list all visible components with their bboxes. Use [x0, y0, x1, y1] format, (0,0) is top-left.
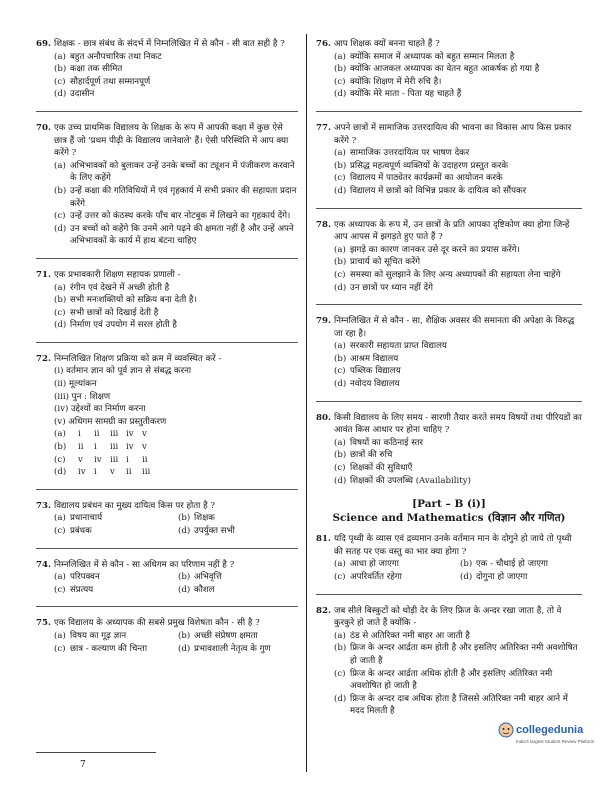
option-c[interactable] — [334, 365, 582, 378]
seq-item: v — [78, 454, 83, 465]
option-list — [334, 437, 582, 487]
question-separator — [316, 304, 582, 305]
option-a[interactable] — [54, 630, 174, 643]
statement-item: (v) अधिगम सामग्री का प्रस्तुतीकरण — [54, 416, 167, 427]
option-label: (c) — [334, 269, 346, 280]
option-b[interactable] — [334, 160, 582, 173]
option-d[interactable] — [334, 475, 582, 488]
option-text: फ्रिज के अन्दर दाब अधिक होता है जिससे अतिरिक्त नमी बाहर आने में मदद मिलती है — [350, 693, 568, 717]
question-73 — [36, 500, 298, 538]
seq-item: iv — [78, 467, 86, 478]
question-81 — [316, 533, 582, 583]
option-label: (a) — [334, 437, 346, 448]
option-b[interactable] — [178, 630, 298, 643]
option-text: उन छात्रों पर ध्यान नहीं देंगे — [350, 282, 433, 293]
option-list — [334, 244, 582, 294]
option-label: (c) — [334, 173, 346, 184]
option-label: (a) — [334, 148, 346, 159]
option-list — [54, 160, 298, 248]
option-c[interactable] — [334, 172, 582, 185]
option-text: रंगीन एवं देखने में अच्छी होती है — [70, 282, 170, 293]
option-d[interactable] — [178, 643, 298, 656]
option-c[interactable] — [54, 307, 298, 320]
question-75 — [36, 617, 298, 655]
question-text: एक प्रभावकारी शिक्षण सहायक प्रणाली - — [54, 269, 181, 280]
question-number: 70. — [36, 122, 51, 133]
seq-item: v — [110, 467, 115, 478]
page-number: 7 — [80, 760, 86, 770]
option-label[interactable]: (c) — [54, 454, 66, 465]
option-text: झगड़े का कारण जानकर उसे दूर करने का प्रयास करेंगे। — [350, 244, 520, 255]
option-d[interactable] — [334, 378, 582, 391]
question-separator — [36, 342, 298, 343]
question-74 — [36, 559, 298, 597]
option-label: (a) — [54, 282, 66, 293]
option-list — [54, 512, 298, 537]
statement-item: (ii) मूल्यांकन — [54, 379, 97, 390]
option-text: क्योंकि आजकल अध्यापक का वेतन बहुत आकर्षक हो गया है — [350, 64, 540, 75]
option-text: संप्रत्यय — [70, 584, 94, 595]
option-label: (c) — [54, 76, 66, 87]
question-separator — [36, 111, 298, 112]
section-header — [316, 497, 582, 525]
question-separator — [36, 548, 298, 549]
option-text: अभिवृत्ति — [194, 572, 222, 583]
section-title: Science and Mathematics (विज्ञान और गणित) — [332, 512, 566, 525]
option-label: (c) — [334, 572, 346, 582]
option-text: प्रभावशाली नेतृत्व के गुण — [194, 643, 271, 654]
option-label: (a) — [54, 160, 66, 171]
option-c[interactable] — [54, 76, 298, 89]
logo-mascot-icon — [498, 722, 514, 738]
question-text: एक विद्यालय के अध्यापक की सबसे प्रमुख विशेषता कौन - सी है ? — [54, 618, 260, 629]
question-79 — [316, 315, 582, 391]
statement-item: (iii) पुन : शिक्षण — [54, 391, 111, 402]
option-label: (b) — [54, 295, 67, 306]
option-text: एक - चौथाई हो जाएगा — [476, 559, 549, 570]
option-label: (b) — [178, 513, 191, 524]
option-list — [334, 51, 582, 101]
option-label: (d) — [178, 643, 191, 654]
question-text: निम्नलिखित में से कौन - सा, शैक्षिक अवसर की समानता की अपेक्षा के विरुद्ध जा रहा है। — [334, 316, 575, 339]
question-text: शिक्षक - छात्र संबंध के संदर्भ में निम्नलिखित में से कौन - सी बात सही है ? — [54, 39, 285, 49]
question-separator — [316, 208, 582, 209]
option-text: शिक्षकों की उपलब्धि (Availability) — [350, 475, 471, 486]
question-72 — [36, 353, 298, 479]
option-label: (c) — [54, 526, 66, 536]
option-a[interactable] — [334, 437, 582, 450]
seq-item: v — [142, 442, 147, 453]
option-label: (d) — [334, 89, 347, 100]
question-text: एक अध्यापक के रूप में, उन छात्रों के प्रति आपका दृष्टिकोण क्या होगा जिन्हें आप आपस में झगड़ते हुए पाते हैं ? — [334, 219, 570, 243]
option-d[interactable] — [334, 185, 582, 198]
collegedunia-logo — [496, 722, 596, 762]
option-label[interactable]: (a) — [54, 429, 66, 440]
question-text: विद्यालय प्रबंधन का मुख्य दायित्व किस पर होता है ? — [54, 500, 216, 511]
option-text: आधा हो जाएगा — [350, 559, 399, 570]
question-text: निम्नलिखित शिक्षण प्रक्रिया को क्रम में व्यवस्थित करें - — [54, 353, 222, 364]
logo-name: collegedunia — [516, 724, 584, 736]
option-text: समस्या को सुलझाने के लिए अन्य अध्यापकों की सहायता लेना चाहेंगे — [350, 269, 561, 280]
option-label: (d) — [54, 89, 67, 100]
option-b[interactable] — [334, 642, 582, 667]
option-label: (b) — [178, 630, 191, 641]
option-text: विद्यालय में छात्रों को विभिन्न प्रकार के दायित्व को सौंपकर — [350, 185, 527, 196]
option-label: (d) — [334, 185, 347, 196]
seq-item: i — [94, 467, 97, 478]
question-text: एक उच्च प्राथमिक विद्यालय के शिक्षक के रूप में आपकी कक्षा में कुछ ऐसे छात्र हैं जो 'प्रथम पीढ़ी के विद्यालय जानेवाले' हैं। ऐसी परिस्थिति में आप क्या करेंगे ? — [54, 122, 289, 159]
option-text: पब्लिक विद्यालय — [350, 366, 401, 377]
logo-tagline: India's largest Student Review Platform — [516, 739, 595, 744]
option-c[interactable] — [334, 668, 582, 693]
option-text: विद्यालय में पाठ्येतर कार्यक्रमों का आयोजन करके — [350, 173, 503, 184]
option-text: उन्हें कक्षा की गतिविधियों में एवं गृहकार्य में सभी प्रकार की सहायता प्रदान करेंगे — [70, 185, 297, 209]
option-a[interactable] — [334, 51, 582, 64]
option-text: सौहार्दपूर्ण तथा सम्मानपूर्ण — [70, 76, 151, 87]
option-text: क्योंकि शिक्षण में मेरी रुचि है। — [350, 76, 442, 87]
question-number: 69. — [36, 39, 51, 49]
option-c[interactable] — [334, 462, 582, 475]
option-text: उन बच्चों को कहेंगे कि उनमें आगे पढ़ने की क्षमता नहीं है और उन्हें अपने अभिभावकों के कार्य में हाथ बंटना चाहिए — [70, 223, 294, 247]
option-d[interactable] — [178, 584, 298, 597]
seq-item: ii — [142, 454, 148, 465]
option-label: (a) — [334, 559, 346, 570]
option-label: (c) — [54, 211, 66, 222]
option-label: (a) — [334, 630, 346, 641]
option-d[interactable] — [334, 282, 582, 295]
option-list — [334, 340, 582, 390]
option-label: (d) — [334, 475, 347, 486]
option-list — [54, 51, 298, 101]
option-label: (d) — [54, 320, 67, 331]
question-number: 71. — [36, 269, 51, 280]
option-a[interactable] — [54, 282, 298, 295]
option-list — [54, 282, 298, 332]
option-text: प्रबंधक — [70, 526, 92, 536]
option-text: आश्रम विद्यालय — [350, 353, 399, 364]
option-text: छात्र - कल्याण की चिन्ता — [70, 643, 148, 654]
option-label: (b) — [54, 185, 67, 196]
option-d[interactable] — [54, 223, 298, 248]
seq-item: i — [94, 442, 97, 453]
option-text: बहुत अनौपचारिक तथा निकट — [70, 51, 162, 62]
section-part: [Part – B (i)] — [412, 498, 486, 511]
option-a[interactable] — [334, 147, 582, 160]
option-text: निर्माण एवं उपयोग में सरल होती है — [70, 320, 177, 331]
question-number: 73. — [36, 500, 51, 511]
option-a[interactable] — [334, 340, 582, 353]
option-text: कक्षा तक सीमित — [70, 64, 123, 75]
option-list — [54, 630, 298, 655]
option-label: (a) — [54, 513, 66, 524]
right-column — [316, 38, 582, 728]
question-separator — [36, 489, 298, 490]
option-label: (a) — [54, 572, 66, 583]
option-c[interactable] — [54, 525, 174, 538]
question-number: 75. — [36, 618, 51, 629]
option-label: (b) — [334, 643, 347, 654]
option-text: दोगुना हो जाएगा — [476, 572, 528, 582]
question-76 — [316, 38, 582, 101]
option-label: (d) — [334, 693, 347, 704]
question-text: निम्नलिखित में से कौन - सा अधिगम का परिणाम नहीं है ? — [54, 559, 235, 570]
question-separator — [316, 111, 582, 112]
question-69 — [36, 38, 298, 101]
option-a[interactable] — [334, 630, 582, 643]
option-c[interactable] — [334, 571, 456, 584]
option-label: (a) — [334, 244, 346, 255]
question-number: 72. — [36, 353, 51, 364]
option-text: शिक्षक — [194, 513, 215, 524]
seq-item: ii — [78, 442, 84, 453]
question-number: 82. — [316, 605, 331, 616]
option-text: ठंड से अतिरिक्त नमी बाहर आ जाती है — [350, 630, 470, 641]
question-number: 76. — [316, 39, 331, 49]
option-text: छात्रों की रुचि — [350, 450, 393, 461]
footer-rule — [36, 752, 156, 753]
option-text: अभिभावकों को बुलाकर उन्हें उनके बच्चों का ट्यूशन में पंजीकरण करवाने के लिए कहेंगे — [70, 160, 295, 184]
option-d[interactable] — [54, 319, 298, 332]
option-text: शिक्षकों की सुविधाएँ — [350, 463, 413, 474]
option-text: प्राचार्य को सूचित करेंगे — [350, 257, 421, 268]
option-label: (b) — [334, 353, 347, 364]
question-separator — [316, 594, 582, 595]
option-text: कौशल — [194, 584, 215, 595]
question-70 — [36, 122, 298, 248]
option-list — [54, 571, 298, 596]
option-d[interactable] — [334, 693, 582, 718]
option-label: (b) — [54, 64, 67, 75]
option-label: (b) — [460, 559, 473, 570]
option-label: (b) — [334, 64, 347, 75]
option-a[interactable] — [334, 244, 582, 257]
option-label: (c) — [334, 668, 346, 679]
option-text: उदासीन — [70, 89, 95, 100]
option-text: प्रधानाचार्य — [70, 513, 103, 524]
seq-item: iv — [94, 454, 102, 465]
question-text: आप शिक्षक क्यों बनना चाहते हैं ? — [334, 39, 440, 49]
option-label: (b) — [334, 160, 347, 171]
option-text: अच्छी संप्रेषण क्षमता — [194, 630, 258, 641]
question-separator — [36, 258, 298, 259]
statement-item: (iv) उद्देश्यों का निर्माण करना — [54, 404, 146, 415]
question-number: 80. — [316, 412, 331, 423]
option-text: सामाजिक उत्तरदायित्व पर भाषण देकर — [350, 148, 470, 159]
option-text: क्योंकि मेरे माता - पिता यह चाहते हैं — [350, 89, 462, 100]
question-number: 78. — [316, 219, 331, 230]
seq-item: i — [78, 429, 81, 440]
option-b[interactable] — [334, 256, 582, 269]
option-text: प्रसिद्ध महत्वपूर्ण व्यक्तियों के उदाहरण प्रस्तुत करके — [350, 160, 509, 171]
option-c[interactable] — [334, 76, 582, 89]
option-c[interactable] — [54, 584, 174, 597]
option-a[interactable] — [54, 571, 174, 584]
option-c[interactable] — [54, 643, 174, 656]
option-label: (b) — [334, 257, 347, 268]
option-text: उपर्युक्त सभी — [194, 526, 235, 536]
option-text: सभी छात्रों को दिखाई देती है — [70, 307, 159, 318]
option-text: उन्हें उत्तर को कंठस्थ करके पाँच बार नोटबुक में लिखने का गृहकार्य देंगे। — [70, 211, 291, 222]
question-text: अपने छात्रों में सामाजिक उत्तरदायित्व की भावना का विकास आप किस प्रकार करेंगे ? — [334, 122, 572, 146]
question-number: 81. — [316, 534, 331, 545]
question-82 — [316, 605, 582, 718]
option-text: फ्रिज के अन्दर आर्द्रता अधिक होती है और इसलिए अतिरिक्त नमी अवशोषित हो जाती है — [350, 668, 553, 692]
seq-item: ii — [94, 429, 100, 440]
seq-item: iii — [110, 454, 119, 465]
option-a[interactable] — [54, 51, 298, 64]
option-d[interactable] — [334, 88, 582, 101]
option-label: (a) — [54, 51, 66, 62]
option-label[interactable]: (b) — [54, 442, 67, 453]
question-text: यदि पृथ्वी के व्यास एवं द्रव्यमान उनके वर्तमान मान के दोगुने हो जाये तो पृथ्वी की सतह पर एक वस्तु का भार क्या होगा ? — [334, 534, 572, 557]
option-text: सरकारी सहायता प्राप्त विद्यालय — [350, 341, 447, 352]
option-text: परिपक्वन — [70, 572, 100, 583]
option-label: (d) — [54, 223, 67, 234]
seq-item: iii — [142, 467, 151, 478]
option-text: नवोदय विद्यालय — [350, 379, 400, 390]
sequence-options — [54, 428, 298, 478]
option-label: (c) — [54, 307, 66, 318]
option-text: सभी मनःशक्तियों को सक्रिय बना देती है। — [70, 295, 197, 306]
option-b[interactable] — [54, 185, 298, 210]
question-text: जब सीले बिस्कुटों को थोड़ी देर के लिए फ्रिज के अन्दर रखा जाता है, तो वे कुरकुरे हो जाते हैं क्योंकि - — [334, 605, 562, 629]
option-c[interactable] — [54, 210, 298, 223]
seq-item: v — [142, 429, 147, 440]
question-text: किसी विद्यालय के लिए समय - सारणी तैयार करते समय विषयों तथा पीरियडों का आवंत किस आधार पर होना चाहिए ? — [334, 412, 582, 436]
question-78 — [316, 219, 582, 295]
seq-item: iii — [110, 442, 119, 453]
option-list — [334, 630, 582, 718]
option-b[interactable] — [334, 449, 582, 462]
seq-item: iv — [126, 429, 134, 440]
option-b[interactable] — [334, 353, 582, 366]
option-a[interactable] — [54, 160, 298, 185]
option-label: (a) — [54, 630, 66, 641]
statement-item: (i) वर्तमान ज्ञान को पूर्व ज्ञान से संबद्ध करना — [54, 366, 192, 377]
option-b[interactable] — [460, 558, 582, 571]
option-c[interactable] — [334, 269, 582, 282]
column-divider — [306, 34, 307, 772]
option-text: विषयों का कठिनाई स्तर — [350, 437, 423, 448]
question-number: 77. — [316, 122, 331, 133]
option-a[interactable] — [334, 558, 456, 571]
option-label: (c) — [334, 76, 346, 87]
question-separator — [36, 606, 298, 607]
option-label: (d) — [178, 526, 191, 536]
option-label: (a) — [334, 51, 346, 62]
option-label: (d) — [460, 572, 473, 582]
option-a[interactable] — [54, 512, 174, 525]
option-label: (a) — [334, 341, 346, 352]
option-label: (d) — [334, 379, 347, 390]
option-d[interactable] — [54, 88, 298, 101]
option-list — [334, 147, 582, 197]
option-text: क्योंकि समाज में अध्यापक को बहुत सम्मान मिलता है — [350, 51, 515, 62]
question-77 — [316, 122, 582, 198]
option-text: विषय का गूढ़ ज्ञान — [70, 630, 127, 641]
question-71 — [36, 269, 298, 332]
option-label: (d) — [334, 282, 347, 293]
option-label: (c) — [54, 584, 66, 595]
option-label: (b) — [334, 450, 347, 461]
option-label: (c) — [54, 643, 66, 654]
option-label: (c) — [334, 463, 346, 474]
seq-item: iii — [110, 429, 119, 440]
option-b[interactable] — [334, 63, 582, 76]
statement-list — [54, 365, 298, 428]
option-label: (b) — [178, 572, 191, 583]
seq-item: iv — [126, 442, 134, 453]
option-d[interactable] — [460, 571, 582, 584]
option-b[interactable] — [178, 512, 298, 525]
option-b[interactable] — [178, 571, 298, 584]
option-b[interactable] — [54, 294, 298, 307]
option-label: (d) — [178, 584, 191, 595]
option-d[interactable] — [178, 525, 298, 538]
question-number: 79. — [316, 316, 331, 327]
question-separator — [316, 401, 582, 402]
option-label[interactable]: (d) — [54, 467, 67, 478]
option-list — [334, 558, 582, 583]
seq-item: ii — [126, 467, 132, 478]
option-label: (c) — [334, 366, 346, 377]
question-80 — [316, 412, 582, 488]
seq-item: i — [126, 454, 129, 465]
option-text: फ्रिज के अन्दर आर्द्रता कम होती है और इसलिए अतिरिक्त नमी अवशोषित हो जाती है — [350, 643, 578, 666]
option-b[interactable] — [54, 63, 298, 76]
option-text: अपरिवर्तित रहेगा — [350, 572, 402, 582]
left-column — [36, 38, 298, 665]
question-number: 74. — [36, 559, 51, 570]
